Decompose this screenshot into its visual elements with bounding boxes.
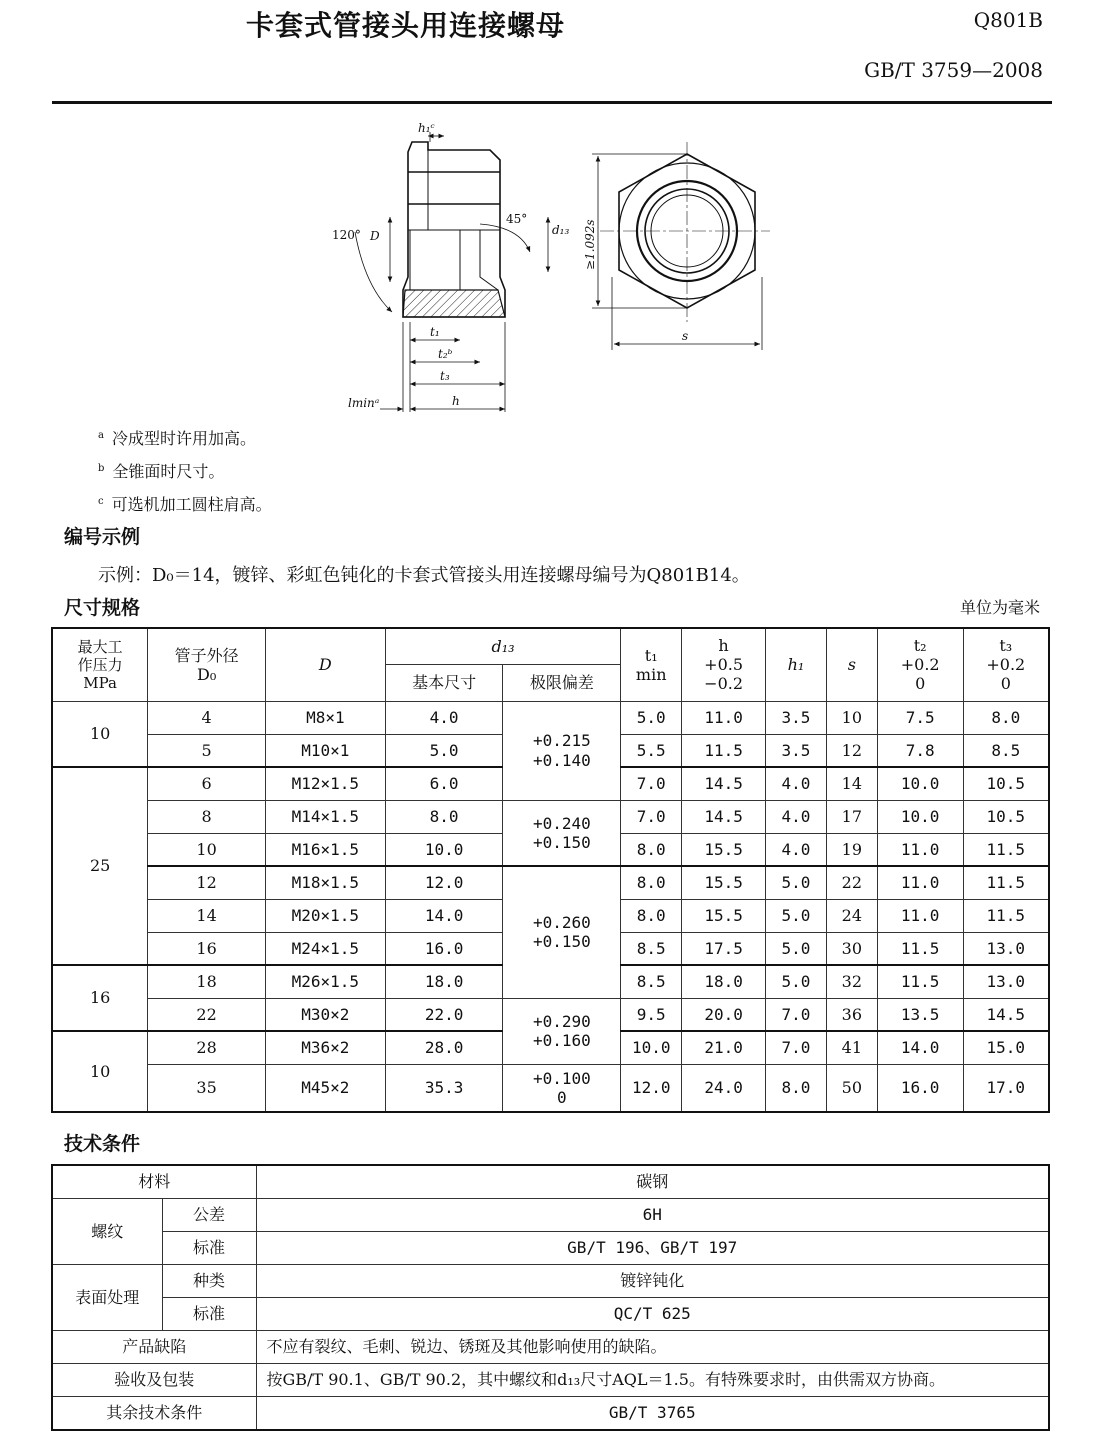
label-s: s: [682, 329, 689, 343]
t1-cell: 8.0: [621, 833, 682, 866]
table-row: [52, 1064, 1049, 1112]
dimensions-table: [51, 627, 1050, 1113]
thread-std-label: 标准: [162, 1232, 256, 1265]
t3-cell: 8.0: [963, 701, 1049, 734]
dimensions-heading: 尺寸规格: [64, 597, 141, 619]
t3-cell: 17.0: [963, 1064, 1049, 1112]
pipe-od-cell: 4: [148, 701, 266, 734]
d13-tolerance-cell: +0.100 0: [503, 1064, 621, 1112]
h1-cell: 3.5: [766, 701, 827, 734]
thread-cell: M30×2: [265, 998, 385, 1031]
t2-cell: 11.5: [877, 932, 963, 965]
document-title: 卡套式管接头用连接螺母: [246, 9, 566, 42]
h1-cell: 7.0: [766, 998, 827, 1031]
t1-cell: 8.0: [621, 899, 682, 932]
t2-cell: 16.0: [877, 1064, 963, 1112]
header-h: h +0.5 −0.2: [682, 628, 766, 701]
t1-cell: 9.5: [621, 998, 682, 1031]
t1-cell: 12.0: [621, 1064, 682, 1112]
h1-cell: 5.0: [766, 899, 827, 932]
table-row: [52, 866, 1049, 899]
h-cell: 14.5: [682, 767, 766, 800]
pipe-od-cell: 8: [148, 800, 266, 833]
thread-cell: M18×1.5: [265, 866, 385, 899]
d13-basic-cell: 35.3: [385, 1064, 503, 1112]
header-h1: h₁: [766, 628, 827, 701]
thread-cell: M24×1.5: [265, 932, 385, 965]
header-D: D: [265, 628, 385, 701]
pressure-cell: 16: [52, 965, 148, 1031]
t2-cell: 13.5: [877, 998, 963, 1031]
material-value: 碳钢: [256, 1165, 1049, 1199]
label-45: 45°: [506, 212, 528, 226]
d13-basic-cell: 6.0: [385, 767, 503, 800]
h-cell: 15.5: [682, 866, 766, 899]
surface-std-value: QC/T 625: [256, 1298, 1049, 1331]
surface-type-label: 种类: [162, 1265, 256, 1298]
label-lmin: lminᵃ: [348, 396, 380, 410]
h-cell: 15.5: [682, 833, 766, 866]
thread-cell: M14×1.5: [265, 800, 385, 833]
h1-cell: 4.0: [766, 800, 827, 833]
s-cell: 36: [826, 998, 877, 1031]
pressure-cell: 10: [52, 1031, 148, 1112]
h-cell: 17.5: [682, 932, 766, 965]
other-label: 其余技术条件: [52, 1397, 256, 1431]
note-a: $^a$ 冷成型时许用加高。: [98, 429, 256, 448]
surface-label: 表面处理: [52, 1265, 162, 1331]
surface-std-label: 标准: [162, 1298, 256, 1331]
note-b: $^b$ 全锥面时尺寸。: [98, 462, 225, 481]
h1-cell: 4.0: [766, 767, 827, 800]
s-cell: 32: [826, 965, 877, 998]
defects-label: 产品缺陷: [52, 1331, 256, 1364]
part-code: Q801B: [973, 8, 1043, 32]
d13-tolerance-cell: +0.215 +0.140: [503, 701, 621, 800]
header-t1: t₁ min: [621, 628, 682, 701]
header-d13-tolerance: 极限偏差: [503, 664, 621, 701]
tolerance-label: 公差: [162, 1199, 256, 1232]
t2-cell: 11.0: [877, 866, 963, 899]
h1-cell: 5.0: [766, 866, 827, 899]
t2-cell: 10.0: [877, 767, 963, 800]
example-text: 示例：D₀＝14，镀锌、彩虹色钝化的卡套式管接头用连接螺母编号为Q801B14。: [98, 565, 750, 586]
label-d13: d₁₃: [552, 223, 570, 237]
front-view: [600, 142, 770, 322]
d13-tolerance-cell: +0.290 +0.160: [503, 998, 621, 1064]
thread-cell: M12×1.5: [265, 767, 385, 800]
d13-tolerance-cell: +0.240 +0.150: [503, 800, 621, 866]
h-cell: 24.0: [682, 1064, 766, 1112]
unit-note: 单位为毫米: [959, 598, 1040, 617]
t2-cell: 11.0: [877, 833, 963, 866]
h1-cell: 3.5: [766, 734, 827, 767]
header-pipe-od: 管子外径 D₀: [148, 628, 266, 701]
acceptance-label: 验收及包装: [52, 1364, 256, 1397]
side-view: [403, 132, 505, 317]
label-t1: t₁: [430, 325, 440, 339]
thread-cell: M10×1: [265, 734, 385, 767]
label-t3: t₃: [440, 369, 450, 383]
label-h: h: [452, 394, 460, 408]
header-d13: d₁₃: [385, 628, 621, 664]
t1-cell: 10.0: [621, 1031, 682, 1064]
t1-cell: 8.0: [621, 866, 682, 899]
h-cell: 18.0: [682, 965, 766, 998]
pipe-od-cell: 14: [148, 899, 266, 932]
table-row: [52, 800, 1049, 833]
pipe-od-cell: 35: [148, 1064, 266, 1112]
technical-table: [51, 1164, 1050, 1431]
s-cell: 22: [826, 866, 877, 899]
h-cell: 11.0: [682, 701, 766, 734]
t3-cell: 11.5: [963, 866, 1049, 899]
thread-std-value: GB/T 196、GB/T 197: [256, 1232, 1049, 1265]
d13-basic-cell: 4.0: [385, 701, 503, 734]
d13-basic-cell: 14.0: [385, 899, 503, 932]
t1-cell: 7.0: [621, 800, 682, 833]
thread-cell: M20×1.5: [265, 899, 385, 932]
t2-cell: 11.5: [877, 965, 963, 998]
s-cell: 12: [826, 734, 877, 767]
header-t2: t₂ +0.2 0: [877, 628, 963, 701]
d13-basic-cell: 8.0: [385, 800, 503, 833]
pipe-od-cell: 5: [148, 734, 266, 767]
t3-cell: 10.5: [963, 800, 1049, 833]
surface-type-value: 镀锌钝化: [256, 1265, 1049, 1298]
thread-cell: M8×1: [265, 701, 385, 734]
t3-cell: 15.0: [963, 1031, 1049, 1064]
t1-cell: 5.0: [621, 701, 682, 734]
s-cell: 10: [826, 701, 877, 734]
d13-basic-cell: 16.0: [385, 932, 503, 965]
s-cell: 50: [826, 1064, 877, 1112]
tolerance-value: 6H: [256, 1199, 1049, 1232]
s-cell: 24: [826, 899, 877, 932]
t3-cell: 8.5: [963, 734, 1049, 767]
h-cell: 14.5: [682, 800, 766, 833]
pipe-od-cell: 6: [148, 767, 266, 800]
thread-cell: M45×2: [265, 1064, 385, 1112]
pipe-od-cell: 10: [148, 833, 266, 866]
header-s: s: [826, 628, 877, 701]
h-cell: 11.5: [682, 734, 766, 767]
d13-basic-cell: 22.0: [385, 998, 503, 1031]
t3-cell: 13.0: [963, 932, 1049, 965]
note-c: $^c$ 可选机加工圆柱肩高。: [98, 495, 272, 514]
pipe-od-cell: 18: [148, 965, 266, 998]
pipe-od-cell: 16: [148, 932, 266, 965]
t3-cell: 10.5: [963, 767, 1049, 800]
header-d13-basic: 基本尺寸: [385, 664, 503, 701]
h1-cell: 7.0: [766, 1031, 827, 1064]
t1-cell: 5.5: [621, 734, 682, 767]
t2-cell: 10.0: [877, 800, 963, 833]
thread-cell: M16×1.5: [265, 833, 385, 866]
s-cell: 14: [826, 767, 877, 800]
d13-basic-cell: 28.0: [385, 1031, 503, 1064]
d13-tolerance-cell: +0.260 +0.150: [503, 866, 621, 998]
d13-basic-cell: 18.0: [385, 965, 503, 998]
h-cell: 21.0: [682, 1031, 766, 1064]
h1-cell: 5.0: [766, 965, 827, 998]
s-cell: 30: [826, 932, 877, 965]
h-cell: 20.0: [682, 998, 766, 1031]
s-cell: 19: [826, 833, 877, 866]
pipe-od-cell: 28: [148, 1031, 266, 1064]
pressure-cell: 10: [52, 701, 148, 767]
pipe-od-cell: 22: [148, 998, 266, 1031]
table-row: [52, 701, 1049, 734]
example-heading: 编号示例: [64, 526, 141, 548]
t3-cell: 11.5: [963, 899, 1049, 932]
t2-cell: 11.0: [877, 899, 963, 932]
pipe-od-cell: 12: [148, 866, 266, 899]
s-cell: 17: [826, 800, 877, 833]
t3-cell: 11.5: [963, 833, 1049, 866]
label-s-min: ≥1.092s: [583, 219, 597, 270]
pressure-cell: 25: [52, 767, 148, 965]
header-rule: [52, 101, 1052, 104]
thread-cell: M36×2: [265, 1031, 385, 1064]
t2-cell: 7.5: [877, 701, 963, 734]
header-pressure: 最大工 作压力 MPa: [52, 628, 148, 701]
t3-cell: 13.0: [963, 965, 1049, 998]
standard-number: GB/T 3759—2008: [864, 58, 1043, 82]
s-cell: 41: [826, 1031, 877, 1064]
h1-cell: 8.0: [766, 1064, 827, 1112]
label-D: D: [370, 229, 380, 243]
label-120: 120°: [332, 228, 361, 242]
label-h1: h₁ᶜ: [418, 121, 435, 135]
thread-cell: M26×1.5: [265, 965, 385, 998]
d13-basic-cell: 10.0: [385, 833, 503, 866]
d13-basic-cell: 5.0: [385, 734, 503, 767]
t1-cell: 8.5: [621, 965, 682, 998]
t2-cell: 14.0: [877, 1031, 963, 1064]
material-label: 材料: [52, 1165, 256, 1199]
h1-cell: 5.0: [766, 932, 827, 965]
acceptance-value: 按GB/T 90.1、GB/T 90.2，其中螺纹和d₁₃尺寸AQL＝1.5。有特殊要求时，由供需双方协商。: [256, 1364, 1049, 1397]
label-t2: t₂ᵇ: [438, 347, 453, 361]
hatched-section: [403, 290, 505, 317]
defects-value: 不应有裂纹、毛刺、锐边、锈斑及其他影响使用的缺陷。: [256, 1331, 1049, 1364]
nut-technical-drawing: [330, 112, 770, 422]
technical-heading: 技术条件: [64, 1133, 141, 1155]
other-value: GB/T 3765: [256, 1397, 1049, 1431]
d13-basic-cell: 12.0: [385, 866, 503, 899]
table-row: [52, 998, 1049, 1031]
t3-cell: 14.5: [963, 998, 1049, 1031]
t1-cell: 8.5: [621, 932, 682, 965]
t2-cell: 7.8: [877, 734, 963, 767]
t1-cell: 7.0: [621, 767, 682, 800]
header-t3: t₃ +0.2 0: [963, 628, 1049, 701]
thread-label: 螺纹: [52, 1199, 162, 1265]
h-cell: 15.5: [682, 899, 766, 932]
h1-cell: 4.0: [766, 833, 827, 866]
